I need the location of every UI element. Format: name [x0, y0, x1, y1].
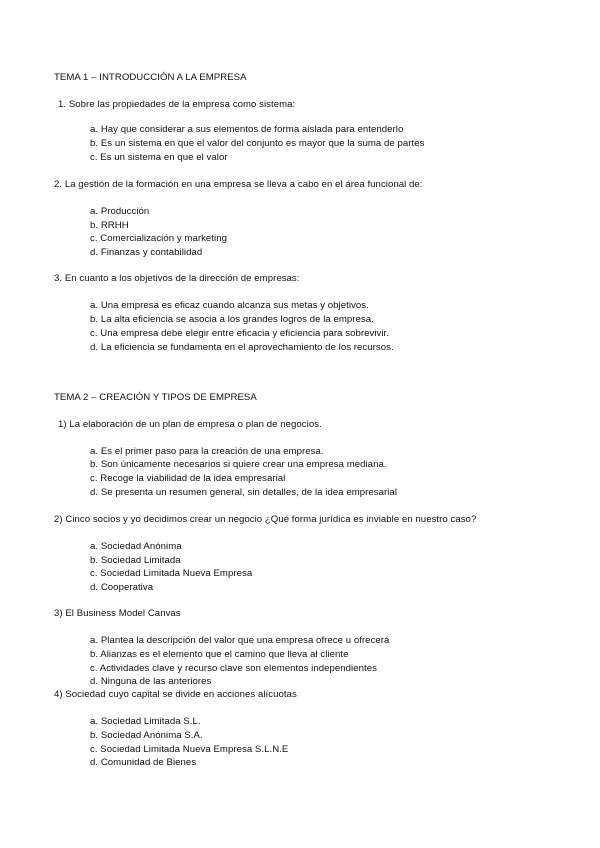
section-title: TEMA 1 – INTRODUCCIÓN A LA EMPRESA: [54, 72, 247, 83]
question-text: 1. Sobre las propiedades de la empresa como sistema:: [58, 99, 296, 110]
answer-option: d. Cooperativa: [90, 582, 154, 593]
question-text: 3) El Business Model Canvas: [54, 608, 181, 619]
answer-option: b. La alta eficiencia se asocia a los grandes logros de la empresa.: [90, 314, 374, 325]
answer-option: b. Es un sistema en que el valor del conjunto es mayor que la suma de partes: [90, 138, 425, 149]
question-text: 1) La elaboración de un plan de empresa o plan de negocios.: [58, 419, 322, 430]
answer-option: d. La eficiencia se fundamenta en el aprovechamiento de los recursos.: [90, 342, 394, 353]
answer-option: c. Comercialización y marketing: [90, 233, 227, 244]
answer-option: a. Sociedad Anónima: [90, 541, 182, 552]
answer-option: a. Hay que considerar a sus elementos de forma aislada para entenderlo: [90, 124, 404, 135]
answer-option: a. Sociedad Limitada S.L.: [90, 716, 201, 727]
question-text: 2. La gestión de la formación en una empresa se lleva a cabo en el área funcional de:: [54, 179, 423, 190]
answer-option: b. RRHH: [90, 220, 129, 231]
question-text: 4) Sociedad cuyo capital se divide en acciones alícuotas: [54, 689, 297, 700]
answer-option: b. Sociedad Anónima S.A.: [90, 730, 203, 741]
answer-option: a. Plantea la descripción del valor que una empresa ofrece u ofrecerá: [90, 635, 390, 646]
section-title: TEMA 2 – CREACIÓN Y TIPOS DE EMPRESA: [54, 392, 257, 403]
answer-option: d. Ninguna de las anteriores: [90, 676, 212, 687]
answer-option: b. Sociedad Limitada: [90, 555, 181, 566]
answer-option: c. Una empresa debe elegir entre eficacia y eficiencia para sobrevivir.: [90, 328, 389, 339]
answer-option: b. Son únicamente necesarios si quiere crear una empresa mediana.: [90, 459, 387, 470]
answer-option: c. Sociedad Limitada Nueva Empresa S.L.N.E: [90, 744, 289, 755]
question-text: 3. En cuanto a los objetivos de la dirección de empresas:: [54, 273, 300, 284]
answer-option: c. Es un sistema en que el valor: [90, 152, 228, 163]
answer-option: b. Alianzas es el elemento que el camino que lleva al cliente: [90, 649, 349, 660]
answer-option: c. Actividades clave y recurso clave son elementos independientes: [90, 663, 377, 674]
question-text: 2) Cinco socios y yo decidimos crear un negocio ¿Qué forma jurídica es inviable en nuestro caso?: [54, 514, 477, 525]
answer-option: a. Una empresa es eficaz cuando alcanza sus metas y objetivos.: [90, 300, 369, 311]
answer-option: c. Sociedad Limitada Nueva Empresa: [90, 568, 253, 579]
answer-option: c. Recoge la viabilidad de la idea empresarial: [90, 473, 286, 484]
answer-option: d. Comunidad de Bienes: [90, 757, 197, 768]
answer-option: d. Se presenta un resumen general, sin detalles, de la idea empresarial: [90, 487, 397, 498]
answer-option: a. Es el primer paso para la creación de una empresa.: [90, 446, 324, 457]
answer-option: d. Finanzas y contabilidad: [90, 247, 203, 258]
answer-option: a. Producción: [90, 206, 150, 217]
